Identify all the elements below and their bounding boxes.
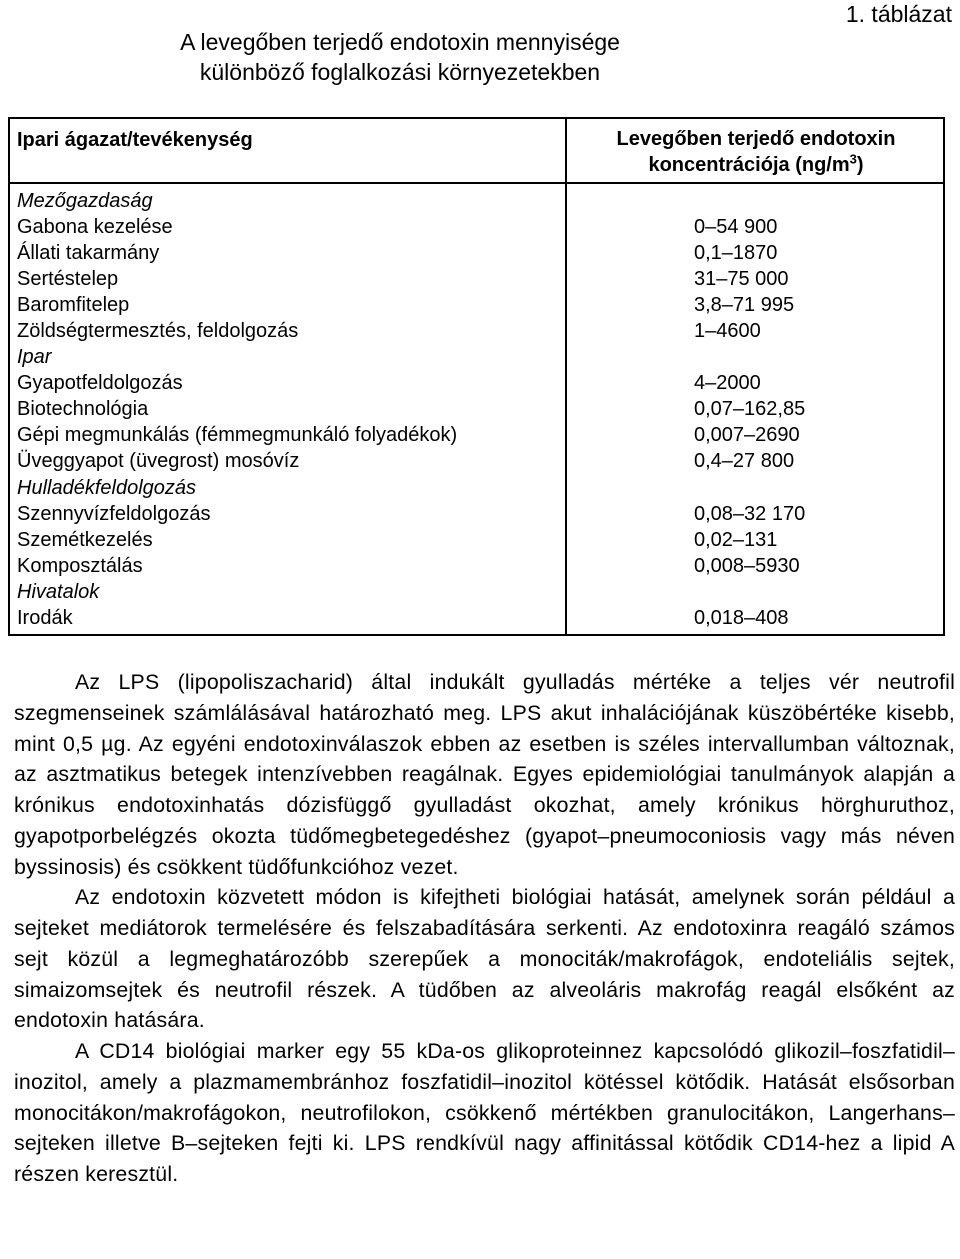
endotoxin-table — [8, 117, 945, 636]
table-row — [17, 527, 943, 553]
activity-name: Komposztálás — [17, 554, 143, 577]
concentration-value: 0,08–32 170 — [694, 502, 806, 525]
table-row — [17, 448, 943, 474]
paragraph: Az LPS (lipopoliszacharid) által indukált gyulladás mértéke a teljes vér neutrofil szegmenseinek számlálásával határozható meg. LPS akut inhalációjának küszöbértéke kisebb, mint 0,5 µg. Az egyéni endotoxinválaszok ebben az esetben is széles intervallumban változnak, az asztmatikus betegek intenzívebben reagálnak. Egyes epidemiológiai tanulmányok alapján a krónikus endotoxinhatás dózisfüggő gyulladást okozhat, amely krónikus hörghuruthoz, gyapotporbelégzés okozta tüdőmegbetegedéshez (gyapot–pneumoconiosis vagy más néven byssinosis) és csökkent tüdőfunkcióhoz vezet. — [14, 670, 955, 879]
concentration-value: 0,4–27 800 — [694, 450, 795, 473]
table-row — [17, 396, 943, 422]
table-row — [17, 240, 943, 266]
concentration-value: 3,8–71 995 — [694, 294, 795, 317]
concentration-value: 0,007–2690 — [694, 424, 800, 447]
column-header-sector: Ipari ágazat/tevékenység — [17, 129, 253, 151]
activity-name: Gabona kezelése — [17, 216, 173, 239]
activity-name: Sertéstelep — [17, 268, 119, 291]
concentration-value: 31–75 000 — [694, 268, 789, 291]
table-header-divider — [10, 182, 943, 184]
activity-name: Szennyvízfeldolgozás — [17, 502, 211, 525]
concentration-value: 4–2000 — [694, 372, 761, 395]
category-name: Hivatalok — [17, 580, 100, 603]
concentration-value: 0–54 900 — [694, 216, 778, 239]
column-header-concentration-close: ) — [856, 154, 864, 176]
table-category-row — [17, 188, 943, 214]
concentration-value: 0,07–162,85 — [694, 398, 806, 421]
activity-name: Zöldségtermesztés, feldolgozás — [17, 320, 299, 343]
concentration-value: 0,02–131 — [694, 528, 778, 551]
activity-name: Gyapotfeldolgozás — [17, 372, 183, 395]
paragraph: A CD14 biológiai marker egy 55 kDa-os glikoproteinnez kapcsolódó glikozil–foszfatidil–inozitol, amely a plazmamembránhoz foszfatidil–inozitol kötéssel kötődik. Hatását elsősorban monocitákon/makrofágokon, neutrofilokon, csökkenő mértékben granulocitákon, Langerhans–sejteken illetve B–sejteken fejti ki. LPS rendkívül nagy affinitással kötődik CD14-hez a lipid A részen keresztül. — [14, 1039, 955, 1186]
table-number-label: 1. táblázat — [845, 1, 952, 27]
table-category-row — [17, 475, 943, 501]
column-header-concentration-line2 — [567, 152, 945, 178]
table-body — [17, 188, 943, 631]
table-row — [17, 370, 943, 396]
category-name: Mezőgazdaság — [17, 190, 153, 212]
activity-name: Gépi megmunkálás (fémmegmunkáló folyadékok) — [17, 424, 458, 447]
table-category-row — [17, 579, 943, 605]
table-title-line2: különböző foglalkozási környezetekben — [199, 59, 601, 85]
table-row — [17, 553, 943, 579]
concentration-value: 0,008–5930 — [694, 554, 800, 577]
column-header-concentration-text: koncentrációja (ng/m — [648, 154, 850, 176]
concentration-value: 0,1–1870 — [694, 242, 778, 265]
category-name: Hulladékfeldolgozás — [17, 476, 197, 499]
activity-name: Üveggyapot (üvegrost) mosóvíz — [17, 450, 300, 473]
column-header-concentration — [567, 126, 945, 178]
category-name: Ipar — [17, 346, 52, 369]
table-row — [17, 318, 943, 344]
table-row — [17, 266, 943, 292]
activity-name: Állati takarmány — [17, 242, 160, 265]
table-row — [17, 605, 943, 631]
activity-name: Irodák — [17, 606, 73, 629]
table-row — [17, 422, 943, 448]
concentration-value: 0,018–408 — [694, 606, 789, 629]
table-category-row — [17, 344, 943, 370]
activity-name: Biotechnológia — [17, 398, 149, 421]
table-row — [17, 214, 943, 240]
table-title — [170, 27, 630, 87]
activity-name: Baromfitelep — [17, 294, 130, 317]
table-row — [17, 501, 943, 527]
body-text — [14, 667, 955, 1190]
activity-name: Szemétkezelés — [17, 528, 153, 551]
paragraph: Az endotoxin közvetett módon is kifejtheti biológiai hatását, amelynek során például a sejteket mediátorok termelésére és felszabadítására serkenti. Az endotoxinra reagáló számos sejt közül a legmeghatározóbb szerepűek a monociták/makrofágok, endoteliális sejtek, simaizomsejtek és neutrofil részek. A tüdőben az alveoláris makrofág reagál elsőként az endotoxin hatására. — [14, 885, 955, 1033]
concentration-value: 1–4600 — [694, 320, 761, 343]
column-header-unit-superscript: 3 — [849, 151, 857, 167]
column-header-concentration-line1: Levegőben terjedő endotoxin — [616, 128, 896, 150]
table-title-line1: A levegőben terjedő endotoxin mennyisége — [180, 29, 620, 55]
table-row — [17, 292, 943, 318]
